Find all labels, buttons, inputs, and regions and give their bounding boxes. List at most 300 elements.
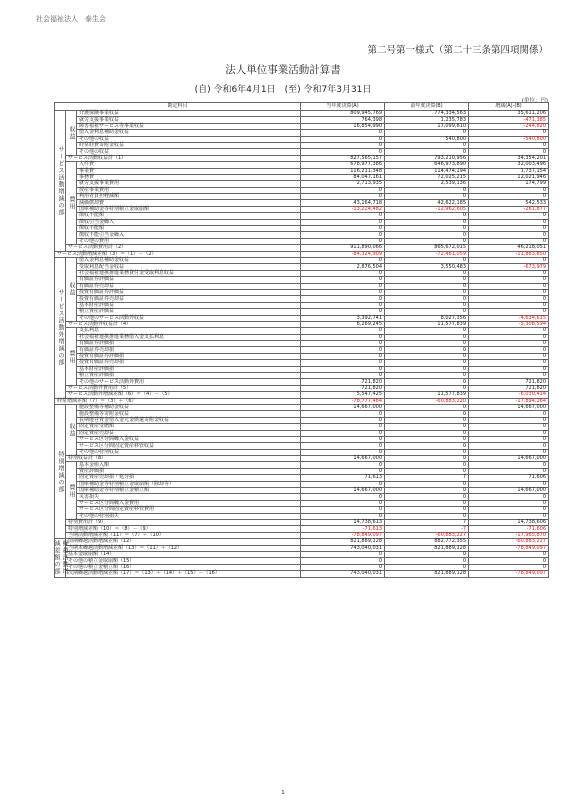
amount-d: -71,606 bbox=[469, 526, 549, 532]
account-name: 当期活動増減差額（11）＝（7）＋（10） bbox=[66, 532, 301, 538]
account-name: 特別費用計（9） bbox=[66, 520, 301, 526]
amount-d: 0 bbox=[469, 353, 549, 359]
amount-d: 0 bbox=[469, 277, 549, 283]
amount-a: 0 bbox=[301, 481, 385, 487]
amount-b: 0 bbox=[385, 443, 469, 449]
amount-b: 0 bbox=[385, 488, 469, 494]
amount-d: 0 bbox=[469, 238, 549, 244]
amount-b: 0 bbox=[385, 296, 469, 302]
amount-a: 84,047,161 bbox=[301, 174, 385, 180]
amount-a: 0 bbox=[301, 149, 385, 155]
amount-b: 0 bbox=[385, 494, 469, 500]
amount-d: 0 bbox=[469, 194, 549, 200]
account-name: 資産評価損 bbox=[77, 468, 301, 474]
amount-a: 0 bbox=[301, 494, 385, 500]
amount-b: 0 bbox=[385, 328, 469, 334]
account-name: その他の積立金取崩額（15） bbox=[66, 558, 301, 564]
amount-b: 0 bbox=[385, 417, 469, 423]
group-label: 費用 bbox=[66, 462, 77, 520]
amount-a: 6,269,245 bbox=[301, 321, 385, 327]
amount-a: -78,777,484 bbox=[301, 398, 385, 404]
account-name: 国庫補助金等特別積立金取崩額（除却等） bbox=[77, 481, 301, 487]
amount-a: 0 bbox=[301, 411, 385, 417]
amount-b: -12,962,605 bbox=[385, 206, 469, 212]
amount-d: 14,667,000 bbox=[469, 488, 549, 494]
amount-a: -84,324,909 bbox=[301, 251, 385, 257]
amount-b: 0 bbox=[385, 238, 469, 244]
fiscal-period: (自) 令和6年4月1日 (至) 令和7年3月31日 bbox=[194, 85, 372, 95]
account-name: 基本金組入額 bbox=[77, 462, 301, 468]
column-header-d: 増減(A)-(B) bbox=[469, 103, 549, 111]
amount-a: 0 bbox=[301, 500, 385, 506]
amount-d: 0 bbox=[469, 289, 549, 295]
amount-b: 17,099,810 bbox=[385, 123, 469, 129]
amount-b: 0 bbox=[385, 213, 469, 219]
amount-b: 774,334,563 bbox=[385, 111, 469, 117]
account-name: 有価証券売却益 bbox=[77, 283, 301, 289]
account-name: 社会福祉連携推進業務借入金支払利息 bbox=[77, 334, 301, 340]
account-name: サービス区分間繰入金収益 bbox=[77, 436, 301, 442]
amount-a: 2,876,504 bbox=[301, 264, 385, 270]
amount-b: 0 bbox=[385, 232, 469, 238]
amount-a: 827,565,157 bbox=[301, 155, 385, 161]
amount-a: 0 bbox=[301, 341, 385, 347]
amount-b: 821,889,128 bbox=[385, 571, 469, 577]
amount-d: 0 bbox=[469, 507, 549, 513]
amount-d: 32,003,496 bbox=[469, 162, 549, 168]
unit-label: (単位：円) bbox=[521, 98, 548, 104]
account-name: サービス活動費用計（2） bbox=[66, 245, 301, 251]
amount-d: -5,308,594 bbox=[469, 321, 549, 327]
amount-d: 0 bbox=[469, 443, 549, 449]
amount-a: 721,820 bbox=[301, 385, 385, 391]
account-name: 有価証券売却損 bbox=[77, 347, 301, 353]
amount-d: 721,820 bbox=[469, 379, 549, 385]
amount-d: 0 bbox=[469, 462, 549, 468]
amount-b: 0 bbox=[385, 564, 469, 570]
amount-b: 0 bbox=[385, 187, 469, 193]
account-name: サービス活動増減差額（3）＝（1）－（2） bbox=[55, 251, 301, 257]
amount-d: -60,883,227 bbox=[469, 539, 549, 545]
column-header-account: 勘定科目 bbox=[55, 103, 301, 111]
amount-b: 646,973,890 bbox=[385, 162, 469, 168]
amount-a: 0 bbox=[301, 373, 385, 379]
amount-b: 42,622,185 bbox=[385, 200, 469, 206]
amount-d: 0 bbox=[469, 500, 549, 506]
amount-a: 721,820 bbox=[301, 379, 385, 385]
account-name: 次期繰越活動増減差額（17）＝（13）＋（14）＋（15）－（16） bbox=[66, 571, 301, 577]
amount-a: 678,977,386 bbox=[301, 162, 385, 168]
amount-d: 542,533 bbox=[469, 200, 549, 206]
account-name: 就労支援事業収益 bbox=[77, 117, 301, 123]
amount-a: 0 bbox=[301, 449, 385, 455]
amount-a: 0 bbox=[301, 130, 385, 136]
amount-a: 0 bbox=[301, 226, 385, 232]
amount-b: 0 bbox=[385, 481, 469, 487]
amount-a: 43,164,718 bbox=[301, 200, 385, 206]
amount-a: 0 bbox=[301, 360, 385, 366]
amount-b: 0 bbox=[385, 430, 469, 436]
account-name: 固定資産売却損・処分損 bbox=[77, 475, 301, 481]
account-name: 受取利息配当金収益 bbox=[77, 264, 301, 270]
organization-name: 社会福祉法人 泰生会 bbox=[36, 15, 106, 23]
amount-d: 0 bbox=[469, 373, 549, 379]
amount-d: -17,965,870 bbox=[469, 532, 549, 538]
account-name: 借入金利息補助金収益 bbox=[77, 257, 301, 263]
amount-a: 0 bbox=[301, 283, 385, 289]
amount-d: 14,738,606 bbox=[469, 520, 549, 526]
amount-a: 0 bbox=[301, 142, 385, 148]
amount-a: 0 bbox=[301, 551, 385, 557]
amount-a: 0 bbox=[301, 507, 385, 513]
amount-b: 0 bbox=[385, 411, 469, 417]
account-name: その他の費用 bbox=[77, 238, 301, 244]
amount-a: 0 bbox=[301, 277, 385, 283]
amount-a: 0 bbox=[301, 194, 385, 200]
account-name: 固定資産売却益 bbox=[77, 430, 301, 436]
account-name: 徴収不能引当金繰入 bbox=[77, 232, 301, 238]
account-name: 徴収不能額 bbox=[77, 226, 301, 232]
account-name: 前期繰越活動増減差額（12） bbox=[66, 539, 301, 545]
amount-d: -4,634,615 bbox=[469, 315, 549, 321]
amount-a: 0 bbox=[301, 443, 385, 449]
amount-b: 0 bbox=[385, 468, 469, 474]
amount-d: 0 bbox=[469, 213, 549, 219]
account-name: 施設整備等寄附金収益 bbox=[77, 411, 301, 417]
amount-a: -71,613 bbox=[301, 526, 385, 532]
amount-b: 0 bbox=[385, 379, 469, 385]
amount-d: 0 bbox=[469, 366, 549, 372]
account-name: 固定資産受贈額 bbox=[77, 424, 301, 430]
amount-b: 0 bbox=[385, 507, 469, 513]
amount-b: 0 bbox=[385, 456, 469, 462]
amount-b: 72,025,215 bbox=[385, 174, 469, 180]
account-name: 特別収益計（8） bbox=[66, 456, 301, 462]
amount-a: 0 bbox=[301, 462, 385, 468]
amount-b: 0 bbox=[385, 270, 469, 276]
amount-d: 0 bbox=[469, 142, 549, 148]
amount-b: 0 bbox=[385, 226, 469, 232]
amount-a: 116,211,348 bbox=[301, 168, 385, 174]
amount-b: 0 bbox=[385, 462, 469, 468]
amount-d: 0 bbox=[469, 513, 549, 519]
amount-d: 0 bbox=[469, 219, 549, 225]
amount-a: 764,398 bbox=[301, 117, 385, 123]
account-name: 授産事業費用 bbox=[77, 187, 301, 193]
amount-b: 0 bbox=[385, 513, 469, 519]
account-name: 基本財産評価益 bbox=[77, 302, 301, 308]
amount-b: 0 bbox=[385, 341, 469, 347]
amount-a: 0 bbox=[301, 417, 385, 423]
account-name: 有価証券評価益 bbox=[77, 277, 301, 283]
amount-a: 0 bbox=[301, 424, 385, 430]
amount-b: 0 bbox=[385, 449, 469, 455]
amount-a: 0 bbox=[301, 347, 385, 353]
account-name: 投資有価証券売却益 bbox=[77, 296, 301, 302]
amount-a: 0 bbox=[301, 564, 385, 570]
amount-a: 743,040,031 bbox=[301, 571, 385, 577]
account-name: 特別増減差額（10）＝（8）－（9） bbox=[66, 526, 301, 532]
account-name: サービス活動収益計（1） bbox=[66, 155, 301, 161]
account-name: 経常増減差額（7）＝（3）＋（6） bbox=[55, 398, 301, 404]
amount-a: 14,667,000 bbox=[301, 404, 385, 410]
amount-d: 46,218,051 bbox=[469, 245, 549, 251]
amount-b: 3,550,483 bbox=[385, 264, 469, 270]
account-name: サービス区分間繰入金費用 bbox=[77, 500, 301, 506]
group-label: 収益 bbox=[66, 111, 77, 156]
amount-b: -72,461,059 bbox=[385, 251, 469, 257]
section-label: 特別増減の部 bbox=[55, 404, 66, 538]
amount-b: 0 bbox=[385, 219, 469, 225]
amount-a: 71,613 bbox=[301, 475, 385, 481]
account-name: その他のサービス活動外収益 bbox=[77, 315, 301, 321]
amount-a: 0 bbox=[301, 213, 385, 219]
amount-b: 0 bbox=[385, 289, 469, 295]
amount-b: 0 bbox=[385, 257, 469, 263]
account-name: 経常経費寄附金収益 bbox=[77, 142, 301, 148]
table-header-row bbox=[55, 103, 549, 111]
account-name: その他の収益 bbox=[77, 149, 301, 155]
amount-d: -244,820 bbox=[469, 123, 549, 129]
amount-b: 0 bbox=[385, 436, 469, 442]
amount-b: 0 bbox=[385, 404, 469, 410]
activity-statement-table bbox=[54, 102, 549, 578]
amount-b: 11,577,839 bbox=[385, 321, 469, 327]
account-name: サービス区分間固定資産移管費用 bbox=[77, 507, 301, 513]
group-label: 費用 bbox=[66, 328, 77, 386]
amount-d: 0 bbox=[469, 302, 549, 308]
amount-b: 0 bbox=[385, 142, 469, 148]
account-name: 徴収不能額 bbox=[77, 213, 301, 219]
amount-d: -11,863,850 bbox=[469, 251, 549, 257]
account-name: 投資有価証券評価益 bbox=[77, 289, 301, 295]
amount-d: -78,849,097 bbox=[469, 571, 549, 577]
section-label: 繰越活動増減差額の部 bbox=[53, 540, 69, 576]
amount-a: 0 bbox=[301, 187, 385, 193]
amount-d: 0 bbox=[469, 328, 549, 334]
group-label: 収益 bbox=[66, 404, 77, 455]
amount-a: 0 bbox=[301, 436, 385, 442]
amount-b: 0 bbox=[385, 302, 469, 308]
amount-d: 174,799 bbox=[469, 181, 549, 187]
amount-d: -673,979 bbox=[469, 264, 549, 270]
amount-b: 865,672,015 bbox=[385, 245, 469, 251]
amount-d: 35,611,206 bbox=[469, 111, 549, 117]
amount-d: 0 bbox=[469, 232, 549, 238]
account-name: 社会福祉連携推進業務貸付金受取利息収益 bbox=[77, 270, 301, 276]
amount-a: 2,713,935 bbox=[301, 181, 385, 187]
amount-b: 793,210,956 bbox=[385, 155, 469, 161]
account-name: その他の収益 bbox=[77, 136, 301, 142]
amount-a: -78,849,097 bbox=[301, 532, 385, 538]
amount-d: 12,021,946 bbox=[469, 174, 549, 180]
amount-a: 0 bbox=[301, 328, 385, 334]
document-title: 法人単位事業活動計算書 bbox=[225, 64, 341, 76]
amount-a: 0 bbox=[301, 468, 385, 474]
account-name: サービス活動外収益計（4） bbox=[66, 321, 301, 327]
amount-d: 0 bbox=[469, 417, 549, 423]
amount-d: -261,877 bbox=[469, 206, 549, 212]
amount-b: 0 bbox=[385, 130, 469, 136]
amount-b: 0 bbox=[385, 373, 469, 379]
amount-a: 0 bbox=[301, 270, 385, 276]
amount-d: 14,667,000 bbox=[469, 456, 549, 462]
table-row bbox=[55, 571, 549, 577]
amount-b: 0 bbox=[385, 283, 469, 289]
account-name: 積立資産評価益 bbox=[77, 309, 301, 315]
amount-a: 911,890,066 bbox=[301, 245, 385, 251]
amount-a: 0 bbox=[301, 334, 385, 340]
account-name: 基本金取崩額（14） bbox=[66, 551, 301, 557]
amount-b: 1,235,783 bbox=[385, 117, 469, 123]
amount-d: 0 bbox=[469, 558, 549, 564]
amount-d: 0 bbox=[469, 411, 549, 417]
amount-d: 721,820 bbox=[469, 385, 549, 391]
amount-d: 0 bbox=[469, 494, 549, 500]
amount-a: 809,945,769 bbox=[301, 111, 385, 117]
amount-b: 0 bbox=[385, 424, 469, 430]
amount-b: 0 bbox=[385, 360, 469, 366]
amount-b: 8,027,356 bbox=[385, 315, 469, 321]
account-name: 徴収引当金繰入 bbox=[77, 219, 301, 225]
amount-a: 5,547,425 bbox=[301, 392, 385, 398]
account-name: その他の特別損失 bbox=[77, 513, 301, 519]
account-name: その他のサービス活動外費用 bbox=[77, 379, 301, 385]
amount-a: 0 bbox=[301, 513, 385, 519]
section-label: サービス活動外増減の部 bbox=[55, 257, 66, 398]
account-name: サービス活動外費用計（5） bbox=[66, 385, 301, 391]
amount-a: 0 bbox=[301, 430, 385, 436]
amount-d: 14,667,000 bbox=[469, 404, 549, 410]
amount-d: 0 bbox=[469, 360, 549, 366]
account-name: 利用者負担軽減額 bbox=[77, 194, 301, 200]
amount-a: 14,667,000 bbox=[301, 488, 385, 494]
amount-b: -7 bbox=[385, 526, 469, 532]
account-name: 投資有価証券売却損 bbox=[77, 360, 301, 366]
amount-a: 0 bbox=[301, 232, 385, 238]
account-name: 支払利息 bbox=[77, 328, 301, 334]
amount-d: 0 bbox=[469, 347, 549, 353]
amount-d: 0 bbox=[469, 309, 549, 315]
account-name: サービス活動外増減差額（6）＝（4）－（5） bbox=[66, 392, 301, 398]
amount-d: 0 bbox=[469, 334, 549, 340]
account-name: 人件費 bbox=[77, 162, 301, 168]
amount-b: 7 bbox=[385, 520, 469, 526]
amount-b: 540,800 bbox=[385, 136, 469, 142]
amount-b: 0 bbox=[385, 347, 469, 353]
amount-b: 2,539,136 bbox=[385, 181, 469, 187]
amount-a: 0 bbox=[301, 289, 385, 295]
account-name: 災害損失 bbox=[77, 494, 301, 500]
account-name: 減価償却費 bbox=[77, 200, 301, 206]
amount-b: 0 bbox=[385, 353, 469, 359]
amount-a: 0 bbox=[301, 257, 385, 263]
amount-b: 0 bbox=[385, 149, 469, 155]
amount-d: 0 bbox=[469, 296, 549, 302]
amount-a: -13,224,482 bbox=[301, 206, 385, 212]
amount-b: 7 bbox=[385, 475, 469, 481]
account-name: 長期運営資金借入金元金償還寄附金収益 bbox=[77, 417, 301, 423]
page-number: 1 bbox=[281, 790, 285, 796]
amount-b: -60,883,220 bbox=[385, 398, 469, 404]
amount-d: 0 bbox=[469, 430, 549, 436]
amount-b: 0 bbox=[385, 385, 469, 391]
amount-b: 0 bbox=[385, 500, 469, 506]
group-label: 収益 bbox=[66, 257, 77, 321]
section-label: サービス活動増減の部 bbox=[55, 111, 66, 252]
account-name: 介護保険事業収益 bbox=[77, 111, 301, 117]
amount-d: 0 bbox=[469, 149, 549, 155]
account-name: 基本財産評価損 bbox=[77, 366, 301, 372]
amount-d: -540,800 bbox=[469, 136, 549, 142]
account-name: サービス区分間固定資産移管収益 bbox=[77, 443, 301, 449]
column-header-b: 前年度決算(B) bbox=[385, 103, 469, 111]
group-label: 費用 bbox=[66, 162, 77, 245]
account-name: 事務費 bbox=[77, 174, 301, 180]
amount-b: 0 bbox=[385, 277, 469, 283]
amount-b: 0 bbox=[385, 334, 469, 340]
amount-d: 0 bbox=[469, 341, 549, 347]
amount-b: -60,883,227 bbox=[385, 532, 469, 538]
account-name: 投資有価証券評価損 bbox=[77, 353, 301, 359]
amount-b: 114,474,194 bbox=[385, 168, 469, 174]
amount-b: 11,577,839 bbox=[385, 392, 469, 398]
amount-a: 14,667,000 bbox=[301, 456, 385, 462]
form-number: 第二号第一様式（第二十三条第四項関係） bbox=[367, 45, 548, 56]
account-name: 施設整備等補助金収益 bbox=[77, 404, 301, 410]
amount-a: 14,738,613 bbox=[301, 520, 385, 526]
account-name: 借入金利息補助金収益 bbox=[77, 130, 301, 136]
amount-d: -6,030,414 bbox=[469, 392, 549, 398]
amount-a: 0 bbox=[301, 219, 385, 225]
amount-a: 0 bbox=[301, 353, 385, 359]
account-name: 国庫補助金等特別積立金取崩額 bbox=[77, 206, 301, 212]
account-name: 国庫補助金等特別積立金積立額 bbox=[77, 488, 301, 494]
amount-a: 0 bbox=[301, 309, 385, 315]
amount-d: 0 bbox=[469, 257, 549, 263]
amount-a: 0 bbox=[301, 558, 385, 564]
amount-d: 0 bbox=[469, 270, 549, 276]
amount-d: 0 bbox=[469, 449, 549, 455]
account-name: 就労支援事業費用 bbox=[77, 181, 301, 187]
amount-d: 0 bbox=[469, 424, 549, 430]
amount-d: 0 bbox=[469, 468, 549, 474]
amount-d: 0 bbox=[469, 187, 549, 193]
account-name: 事業費 bbox=[77, 168, 301, 174]
amount-b: 0 bbox=[385, 558, 469, 564]
amount-d: 0 bbox=[469, 551, 549, 557]
amount-a: 821,889,128 bbox=[301, 539, 385, 545]
amount-b: 0 bbox=[385, 551, 469, 557]
amount-b: 0 bbox=[385, 194, 469, 200]
amount-d: 34,354,201 bbox=[469, 155, 549, 161]
amount-d: -78,849,097 bbox=[469, 545, 549, 551]
amount-d: 71,606 bbox=[469, 475, 549, 481]
account-name: その他の特別収益 bbox=[77, 449, 301, 455]
account-name: その他の積立金積立額（16） bbox=[66, 564, 301, 570]
amount-d: -17,894,264 bbox=[469, 398, 549, 404]
amount-a: 0 bbox=[301, 366, 385, 372]
amount-d: 0 bbox=[469, 564, 549, 570]
amount-d: 0 bbox=[469, 130, 549, 136]
amount-d: 0 bbox=[469, 226, 549, 232]
amount-b: 821,889,128 bbox=[385, 545, 469, 551]
amount-d: 0 bbox=[469, 283, 549, 289]
amount-a: 0 bbox=[301, 238, 385, 244]
amount-a: 16,854,990 bbox=[301, 123, 385, 129]
account-name: 当期末繰越活動増減差額（13）＝（11）＋（12） bbox=[66, 545, 301, 551]
column-header-a: 当年度決算(A) bbox=[301, 103, 385, 111]
